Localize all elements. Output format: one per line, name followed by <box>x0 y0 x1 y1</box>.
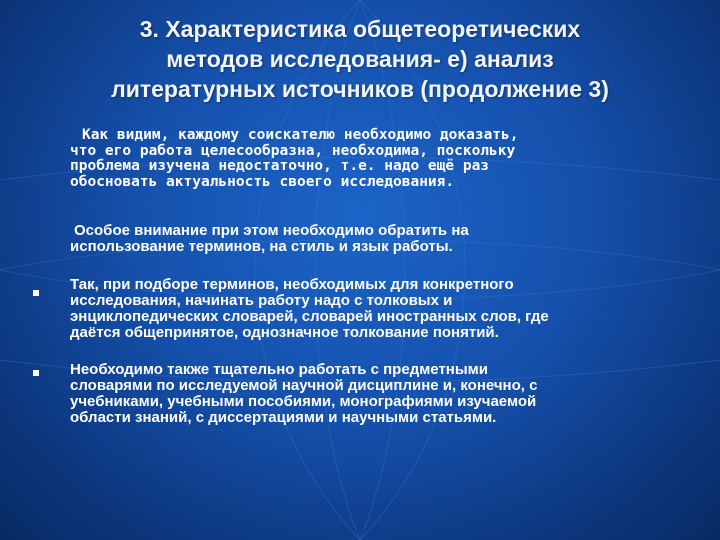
paragraph-line: Необходимо также тщательно работать с предметными <box>70 361 488 378</box>
bullet-item-terms <box>70 277 680 341</box>
intro-paragraph <box>70 128 680 190</box>
paragraph-line: обосновать актуальность своего исследования. <box>70 173 455 190</box>
paragraph-line: Так, при подборе терминов, необходимых для конкретного <box>70 276 514 293</box>
bullet-marker <box>33 290 39 296</box>
paragraph-line: словарями по исследуемой научной дисциплине и, конечно, с <box>70 377 538 394</box>
title-line: 3. Характеристика общетеоретических <box>139 16 581 42</box>
title-line: методов исследования- е) анализ <box>166 46 554 72</box>
bullet-marker <box>33 370 39 376</box>
paragraph-line: учебниками, учебными пособиями, монографиями изучаемой <box>70 393 537 410</box>
title-line: литературных источников (продолжение 3) <box>111 76 609 102</box>
paragraph-line: проблема изучена недостаточно, т.е. надо ещё раз <box>70 158 490 174</box>
paragraph-line: использование терминов, на стиль и язык работы. <box>70 238 453 255</box>
attention-paragraph <box>70 223 680 255</box>
bullet-item-dictionaries <box>70 362 680 426</box>
paragraph-line: Как видим, каждому соискателю необходимо доказать, <box>82 127 519 143</box>
paragraph-line: исследования, начинать работу надо с толковых и <box>70 292 453 309</box>
paragraph-line: энциклопедических словарей, словарей иностранных слов, где <box>70 308 549 325</box>
paragraph-line: Особое внимание при этом необходимо обратить на <box>74 222 469 239</box>
paragraph-line: что его работа целесообразна, необходима, поскольку <box>70 142 516 159</box>
paragraph-line: даётся общепринятое, однозначное толкование понятий. <box>70 324 499 341</box>
paragraph-line: области знаний, с диссертациями и научными статьями. <box>70 409 497 426</box>
slide-title <box>40 14 680 104</box>
